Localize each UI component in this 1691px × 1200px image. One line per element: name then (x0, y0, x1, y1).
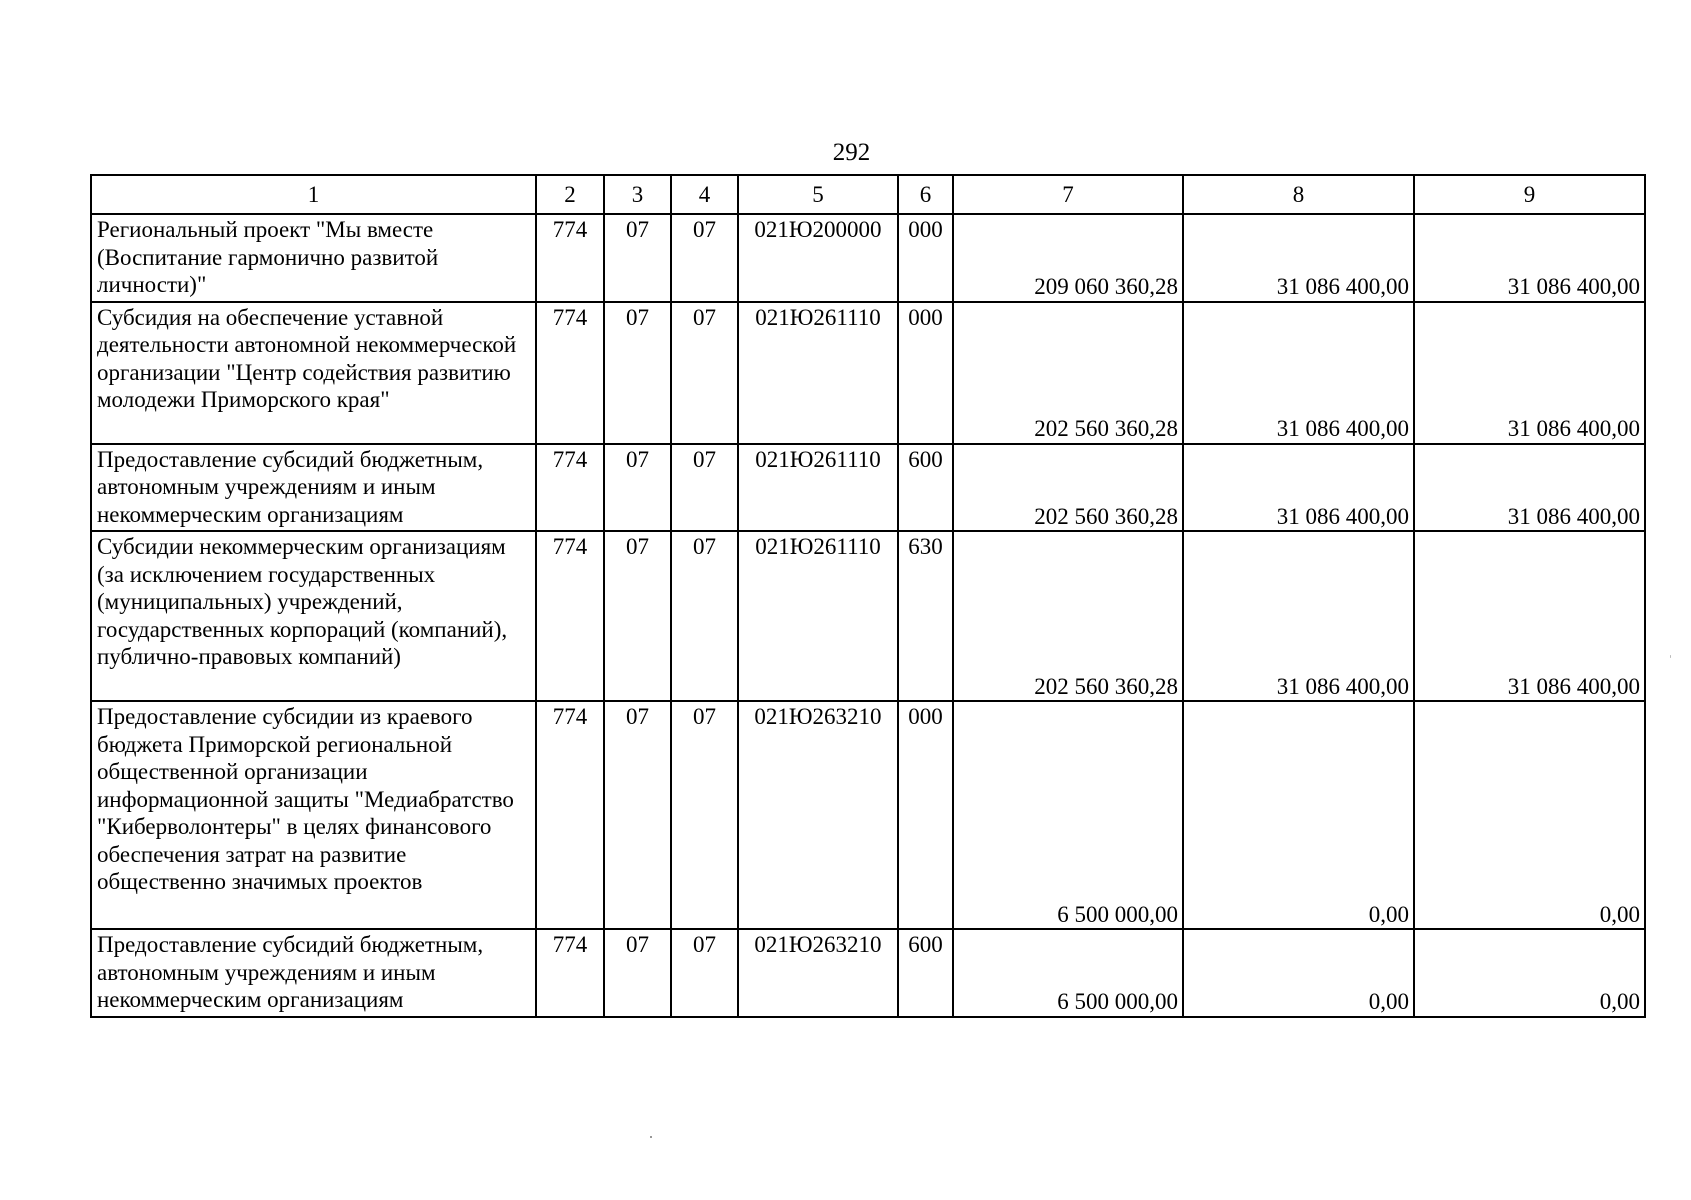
cell-amount: 202 560 360,28 (953, 444, 1183, 532)
table-row (91, 444, 1645, 532)
row-name: Предоставление субсидий бюджетным, автономным учреждениям и иным некоммерческим организациям (91, 929, 536, 1017)
cell-amount: 31 086 400,00 (1183, 214, 1414, 302)
cell-amount: 202 560 360,28 (953, 531, 1183, 701)
cell-code: 000 (898, 214, 953, 302)
row-name: Предоставление субсидии из краевого бюджета Приморской региональной общественной организации информационной защиты "Медиабратство "Киберволонтеры" в целях финансового обеспечения затрат на развитие общественно значимых проектов (91, 701, 536, 929)
column-header: 3 (604, 175, 671, 214)
cell-code: 630 (898, 531, 953, 701)
cell-amount: 31 086 400,00 (1414, 444, 1645, 532)
header-row (91, 175, 1645, 214)
cell-code: 021Ю200000 (738, 214, 898, 302)
cell-amount: 0,00 (1183, 701, 1414, 929)
cell-code: 774 (536, 929, 604, 1017)
column-header: 5 (738, 175, 898, 214)
cell-code: 021Ю261110 (738, 302, 898, 444)
cell-code: 07 (604, 531, 671, 701)
cell-amount: 0,00 (1414, 701, 1645, 929)
cell-code: 07 (671, 444, 738, 532)
cell-code: 07 (604, 214, 671, 302)
cell-code: 000 (898, 701, 953, 929)
cell-code: 000 (898, 302, 953, 444)
cell-code: 07 (671, 701, 738, 929)
cell-amount: 31 086 400,00 (1183, 531, 1414, 701)
cell-amount: 209 060 360,28 (953, 214, 1183, 302)
column-header: 7 (953, 175, 1183, 214)
cell-code: 774 (536, 214, 604, 302)
cell-amount: 31 086 400,00 (1414, 531, 1645, 701)
cell-amount: 6 500 000,00 (953, 701, 1183, 929)
cell-code: 021Ю263210 (738, 929, 898, 1017)
row-name: Субсидия на обеспечение уставной деятельности автономной некоммерческой организации "Центр содействия развитию молодежи Приморского края" (91, 302, 536, 444)
cell-code: 774 (536, 701, 604, 929)
cell-amount: 0,00 (1414, 929, 1645, 1017)
cell-code: 021Ю263210 (738, 701, 898, 929)
row-name: Субсидии некоммерческим организациям (за исключением государственных (муниципальных) учреждений, государственных корпораций (компаний), публично-правовых компаний) (91, 531, 536, 701)
scan-speck (1670, 655, 1671, 658)
cell-amount: 31 086 400,00 (1414, 302, 1645, 444)
table-row (91, 531, 1645, 701)
cell-amount: 0,00 (1183, 929, 1414, 1017)
cell-amount: 6 500 000,00 (953, 929, 1183, 1017)
row-name: Региональный проект "Мы вместе (Воспитание гармонично развитой личности)" (91, 214, 536, 302)
cell-code: 07 (604, 929, 671, 1017)
cell-amount: 31 086 400,00 (1183, 444, 1414, 532)
cell-code: 07 (604, 444, 671, 532)
cell-code: 021Ю261110 (738, 444, 898, 532)
cell-code: 774 (536, 302, 604, 444)
column-header: 1 (91, 175, 536, 214)
table-row (91, 929, 1645, 1017)
column-header: 4 (671, 175, 738, 214)
cell-code: 600 (898, 929, 953, 1017)
cell-amount: 31 086 400,00 (1183, 302, 1414, 444)
column-header: 6 (898, 175, 953, 214)
cell-code: 07 (671, 214, 738, 302)
table-row (91, 701, 1645, 929)
table-row (91, 214, 1645, 302)
cell-code: 774 (536, 531, 604, 701)
cell-code: 07 (604, 701, 671, 929)
table-row (91, 302, 1645, 444)
column-header: 9 (1414, 175, 1645, 214)
column-header: 2 (536, 175, 604, 214)
cell-amount: 202 560 360,28 (953, 302, 1183, 444)
page-number: 292 (832, 139, 871, 166)
cell-code: 774 (536, 444, 604, 532)
cell-code: 07 (671, 302, 738, 444)
cell-code: 07 (604, 302, 671, 444)
row-name: Предоставление субсидий бюджетным, автономным учреждениям и иным некоммерческим организациям (91, 444, 536, 532)
budget-table (90, 174, 1646, 1018)
cell-amount: 31 086 400,00 (1414, 214, 1645, 302)
column-header: 8 (1183, 175, 1414, 214)
cell-code: 021Ю261110 (738, 531, 898, 701)
scan-speck (650, 1136, 652, 1138)
cell-code: 600 (898, 444, 953, 532)
cell-code: 07 (671, 929, 738, 1017)
cell-code: 07 (671, 531, 738, 701)
